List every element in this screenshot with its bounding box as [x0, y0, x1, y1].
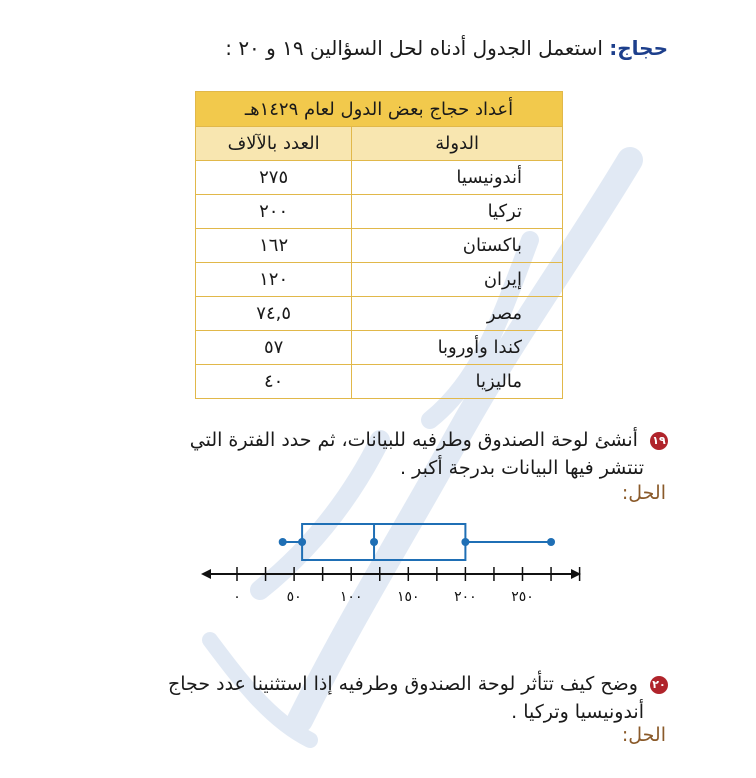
tick-label: ٢٠٠ [454, 589, 477, 605]
question-20 [88, 670, 668, 726]
question-19-line1: أنشئ لوحة الصندوق وطرفيه للبيانات، ثم حدد الفترة التي [189, 429, 638, 451]
box-q1-q3 [302, 524, 465, 560]
number-line [201, 567, 581, 581]
question-20-line1: وضح كيف تتأثر لوحة الصندوق وطرفيه إذا استثنينا عدد حجاج [168, 673, 638, 695]
country-cell: كندا وأوروبا [352, 331, 563, 365]
axis-arrow-left [201, 569, 211, 579]
point-min [279, 538, 287, 546]
country-cell: تركيا [352, 195, 563, 229]
point-q1 [298, 538, 306, 546]
tick-label: ٢٥٠ [511, 589, 534, 605]
section-header [225, 36, 668, 60]
point-q3 [461, 538, 469, 546]
country-cell: إيران [352, 263, 563, 297]
country-cell: مصر [352, 297, 563, 331]
tick-label: ٠ [233, 589, 241, 605]
box-and-whisker [279, 524, 555, 560]
count-cell: ٧٤,٥ [196, 297, 352, 331]
question-19 [88, 426, 668, 482]
pilgrims-table [195, 91, 563, 399]
count-cell: ١٦٢ [196, 229, 352, 263]
table-row [196, 195, 563, 229]
country-cell: باكستان [352, 229, 563, 263]
point-median [370, 538, 378, 546]
table-title: أعداد حجاج بعض الدول لعام ١٤٢٩هـ [196, 92, 563, 127]
country-cell: ماليزيا [352, 365, 563, 399]
tick-label: ١٠٠ [339, 589, 363, 605]
country-cell: أندونيسيا [352, 161, 563, 195]
solution-label-19: الحل: [621, 482, 666, 504]
axis-tick-labels [233, 589, 534, 605]
table-row [196, 229, 563, 263]
table-row [196, 331, 563, 365]
point-max [547, 538, 555, 546]
count-cell: ٢٠٠ [196, 195, 352, 229]
section-instruction: استعمل الجدول أدناه لحل السؤالين ١٩ و ٢٠ : [225, 36, 603, 60]
table-row [196, 263, 563, 297]
question-19-line2: تنتشر فيها البيانات بدرجة أكبر . [400, 457, 644, 479]
count-cell: ٤٠ [196, 365, 352, 399]
box-plot [195, 514, 585, 614]
question-20-line2: أندونيسيا وتركيا . [511, 701, 644, 723]
question-number-badge: ٢٠ [650, 676, 668, 694]
count-cell: ٥٧ [196, 331, 352, 365]
question-number-badge: ١٩ [650, 432, 668, 450]
column-header-country: الدولة [352, 127, 563, 161]
table-row [196, 297, 563, 331]
tick-label: ٥٠ [286, 589, 302, 605]
solution-label-20: الحل: [621, 724, 666, 746]
column-header-count: العدد بالآلاف [196, 127, 352, 161]
count-cell: ٢٧٥ [196, 161, 352, 195]
section-label: حجاج: [609, 36, 668, 60]
table-row [196, 161, 563, 195]
table-row [196, 365, 563, 399]
tick-label: ١٥٠ [397, 589, 420, 605]
count-cell: ١٢٠ [196, 263, 352, 297]
